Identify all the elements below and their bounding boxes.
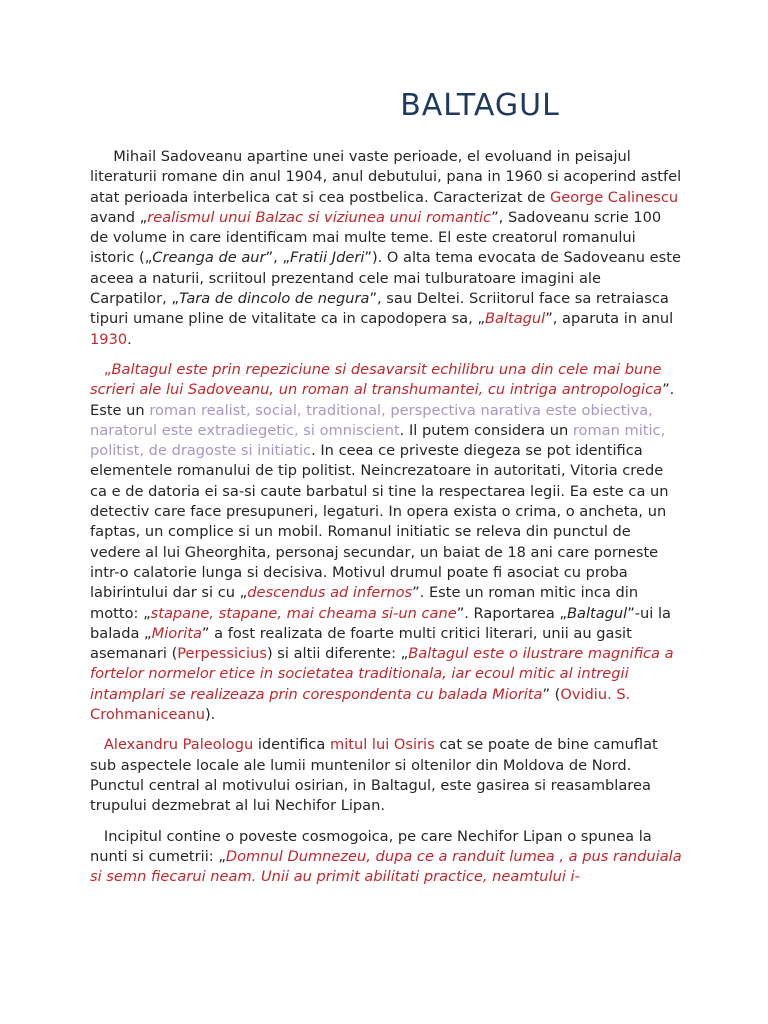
work-title: Fratii Jderi bbox=[289, 249, 365, 267]
quote: descendus ad infernos bbox=[247, 584, 413, 602]
document-body bbox=[90, 147, 682, 897]
work-title: Baltagul bbox=[566, 604, 628, 622]
critic-name: Alexandru Paleologu bbox=[103, 736, 254, 754]
work-title: Miorita bbox=[151, 624, 202, 642]
quote: realismul unui Balzac si viziunea unui romantic bbox=[147, 208, 492, 226]
work-title: Creanga de aur bbox=[152, 249, 266, 267]
paragraph-osiris: Alexandru Paleologu identifica mitul lui Osiris cat se poate de bine camuflat sub aspectele locale ale lumii muntenilor si oltenilor din Moldova de Nord. Punctul central al motivului osirian, in Baltagul, este gasirea si reasamblarea trupului dezmebrat al lui Nechifor Lipan. bbox=[90, 736, 658, 815]
quote: Domnul Dumnezeu, dupa ce a randuit lumea , a pus randuiala si semn fiecarui neam. Unii au primit abilitati practice, neamtului i- bbox=[90, 847, 682, 886]
quote: Baltagul este prin repeziciune si desavarsit echilibru una din cele mai bune scrieri ale lui Sadoveanu, un roman al transhumantei, cu intriga antropologica bbox=[90, 360, 663, 399]
myth-name: mitul lui Osiris bbox=[329, 736, 435, 754]
concept-highlight: roman realist, social, traditional, perspectiva narativa este obiectiva, naratorul este extradiegetic, si omniscient bbox=[90, 401, 653, 439]
paragraph-incipit: Incipitul contine o poveste cosmogoica, pe care Nechifor Lipan o spunea la nunti si cumetrii: „Domnul Dumnezeu, dupa ce a randuit lumea , a pus randuiala si semn fiecarui neam. Unii au primit abilitati practice, neamtului i- bbox=[90, 827, 682, 886]
year: 1930 bbox=[90, 330, 128, 348]
page-title: BALTAGUL bbox=[400, 88, 560, 123]
work-title: Baltagul bbox=[484, 310, 546, 328]
work-title: Tara de dincolo de negura bbox=[178, 290, 370, 308]
quote: Baltagul este o ilustrare magnifica a fortelor normelor etice in societatea traditionala, iar ecoul mitic al intregii intamplari se realizeaza prin corespondenta cu balada Miorita bbox=[90, 645, 674, 703]
paragraph-genre: „Baltagul este prin repeziciune si desavarsit echilibru una din cele mai bune scrieri ale lui Sadoveanu, un roman al transhumantei, cu intriga antropologica”. Este un roman realist, social, traditional, perspectiva narativa este obiectiva, naratorul este extradiegetic, si omniscient. Il putem considera un roman mitic, politist, de dragoste si initiatic. In ceea ce priveste diegeza se pot identifica elementele romanului de tip politist. Neincrezatoare in autoritati, Vitoria crede ca e de datoria ei sa-si caute barbatul si tine la respectarea legii. Ea este ca un detectiv care face presupuneri, legaturi. In opera exista o crima, o ancheta, un faptas, un complice si un mobil. Romanul initiatic se releva din punctul de vedere al lui Gheorghita, personaj secundar, un baiat de 18 ani care porneste intr-o calatorie lunga si decisiva. Motivul drumul poate fi asociat cu proba labirintului dar si cu „descendus ad infernos”. Este un roman mitic inca din motto: „stapane, stapane, mai cheama si-un cane”. Raportarea „Baltagul”-ui la balada „Miorita” a fost realizata de foarte multi critici literari, unii au gasit asemanari (Perpessicius) si altii diferente: „Baltagul este o ilustrare magnifica a fortelor normelor etice in societatea traditionala, iar ecoul mitic al intregii intamplari se realizeaza prin corespondenta cu balada Miorita” (Ovidiu. S. Crohmaniceanu). bbox=[90, 360, 675, 724]
critic-name: Ovidiu. S. Crohmaniceanu bbox=[90, 685, 631, 724]
quote: stapane, stapane, mai cheama si-un cane bbox=[150, 604, 457, 622]
concept-highlight: roman mitic, politist, de dragoste si initiatic bbox=[90, 421, 666, 460]
paragraph-intro: Mihail Sadoveanu apartine unei vaste perioade, el evoluand in peisajul literaturii romane din anul 1904, anul debutului, pana in 1960 si acoperind astfel atat perioada interbelica cat si cea postbelica. Caracterizat de George Calinescu avand „realismul unui Balzac si viziunea unui romantic”, Sadoveanu scrie 100 de volume in care identificam mai multe teme. El este creatorul romanului istoric („Creanga de aur”, „Fratii Jderi”). O alta tema evocata de Sadoveanu este aceea a naturii, scriitoul prezentand cele mai tulburatoare imagini ale Carpatilor, „Tara de dincolo de negura”, sau Deltei. Scriitorul face sa retraiasca tipuri umane pline de vitalitate ca in capodopera sa, „Baltagul”, aparuta in anul 1930. bbox=[90, 148, 682, 348]
critic-name: Perpessicius bbox=[177, 645, 267, 663]
critic-name: George Calinescu bbox=[549, 188, 679, 206]
